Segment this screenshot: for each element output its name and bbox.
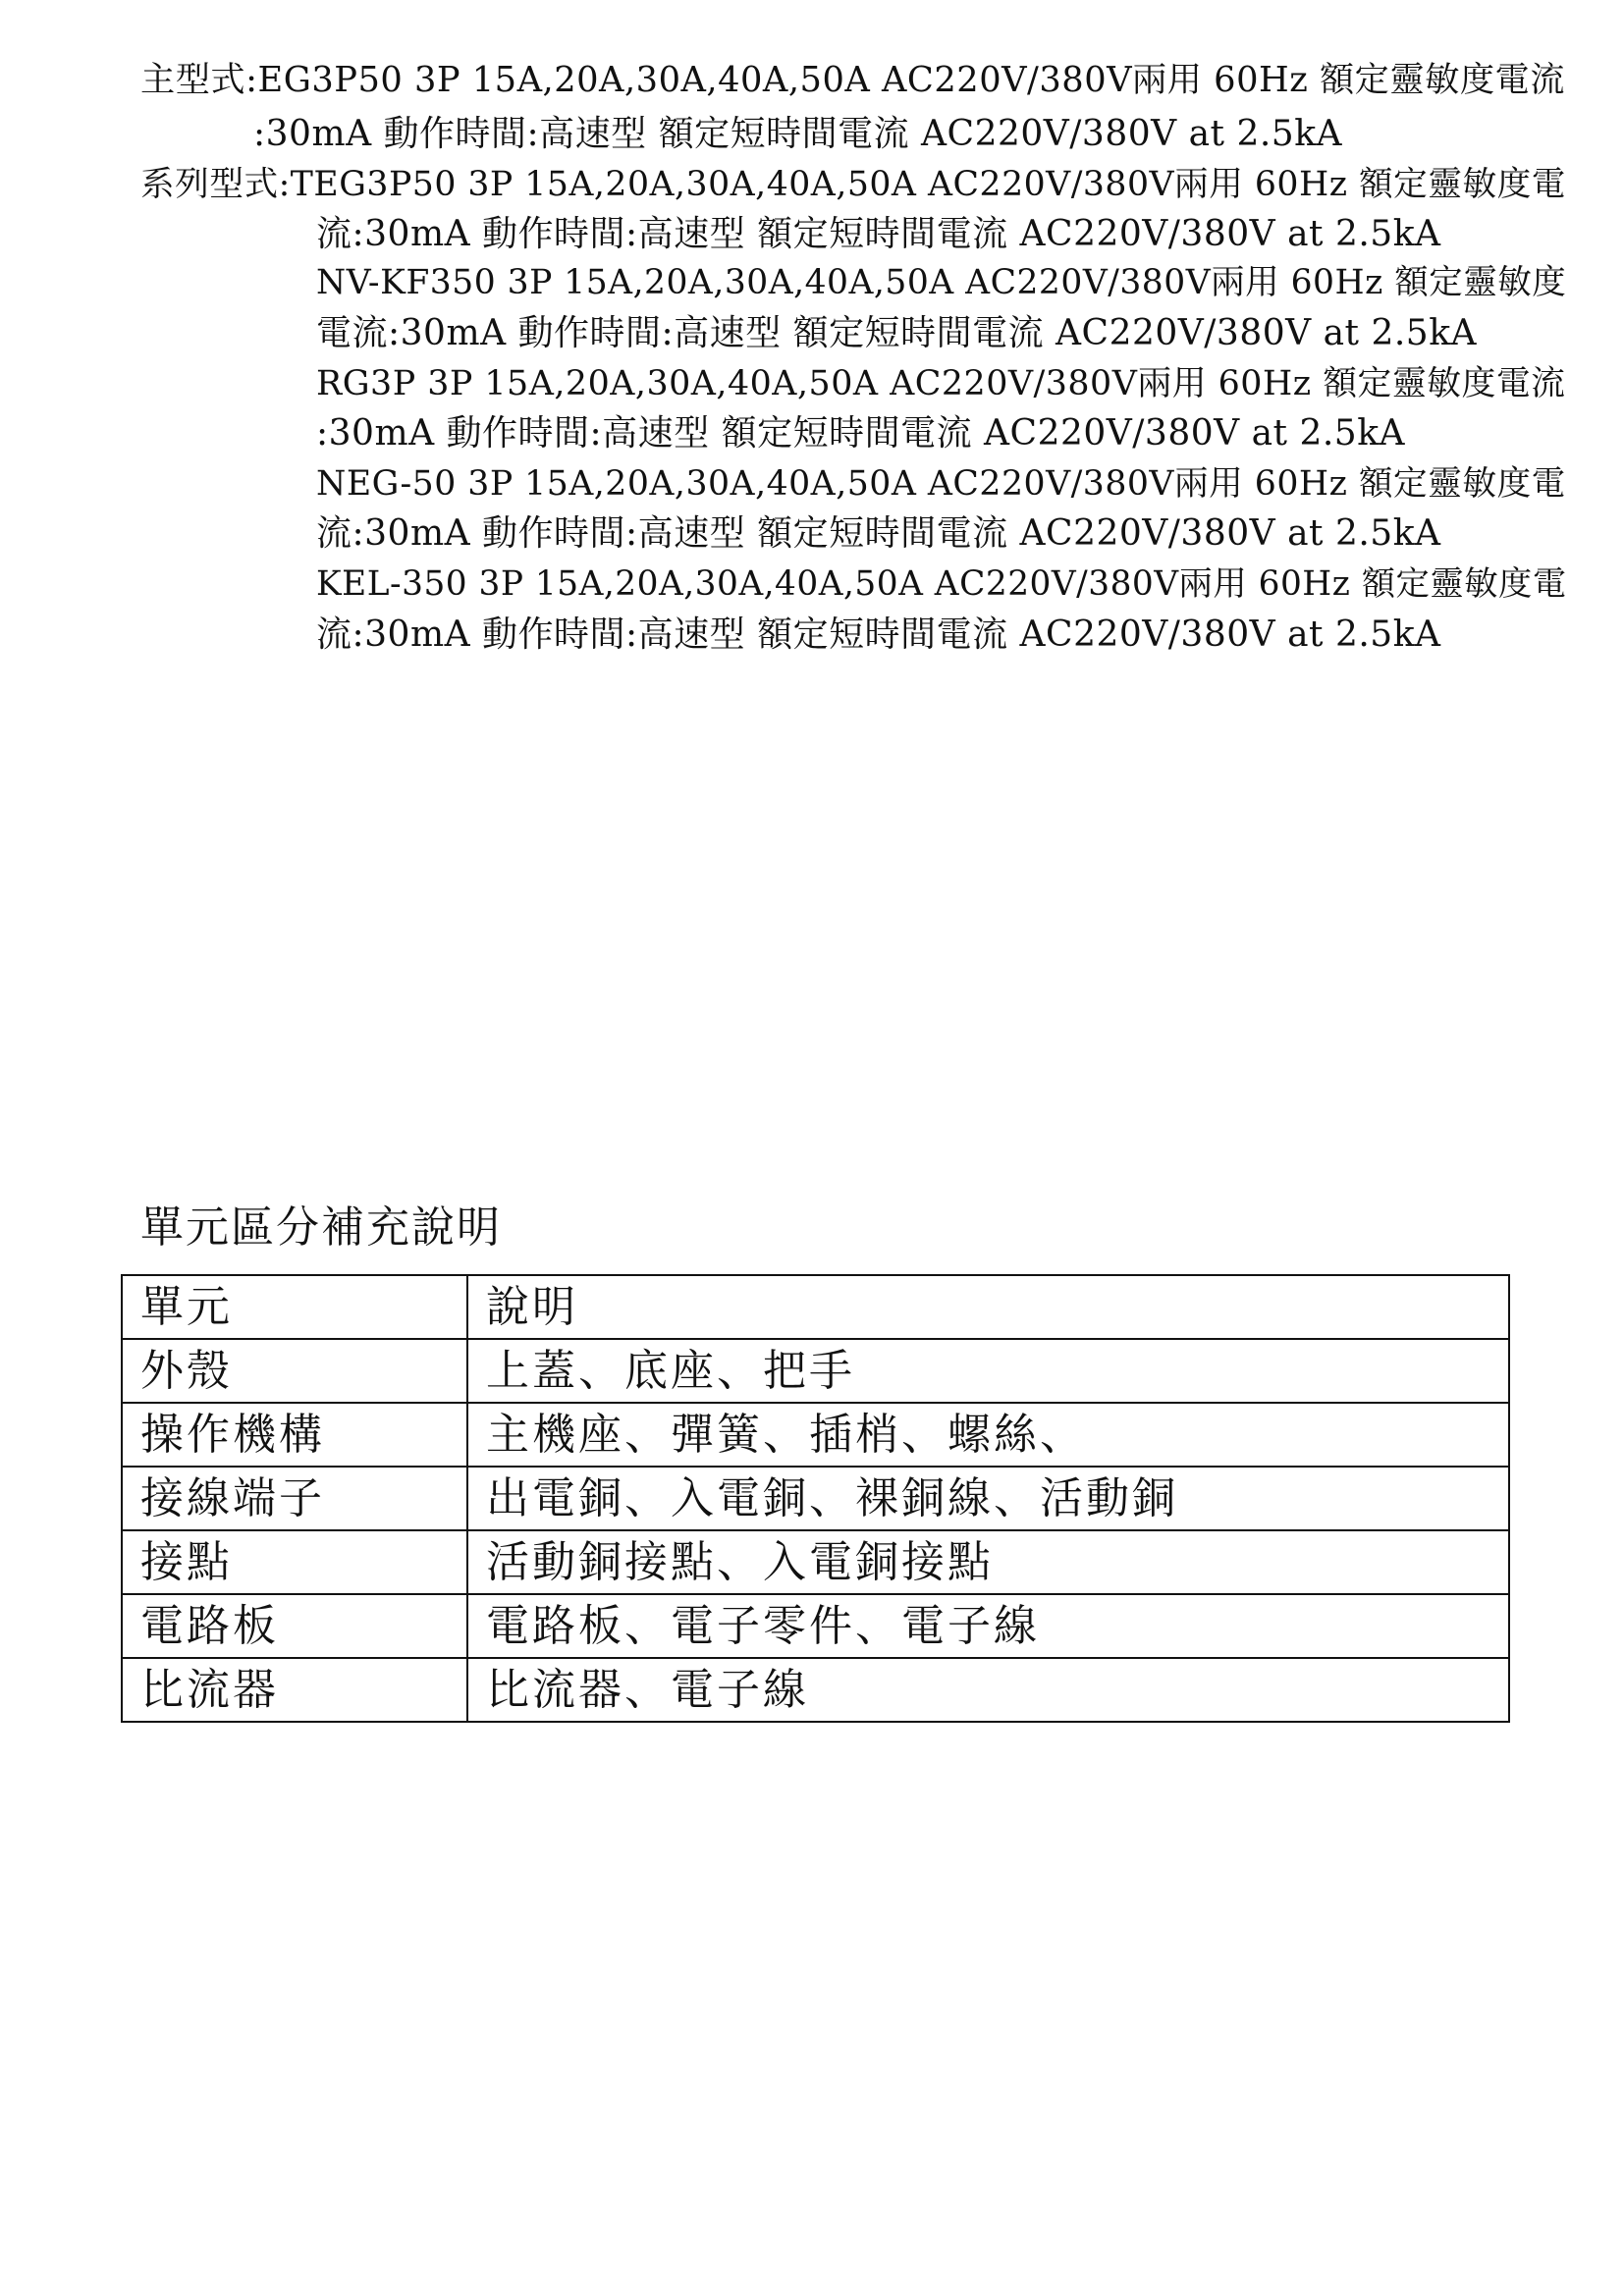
unit-cell: 操作機構 <box>122 1403 467 1467</box>
table-row <box>122 1658 1509 1722</box>
spec-line-series-neg-50: NEG-50 3P 15A,20A,30A,40A,50A AC220V/380V兩用 60Hz 額定靈敏度電 <box>316 464 1566 504</box>
spec-line-series-rg3p: RG3P 3P 15A,20A,30A,40A,50A AC220V/380V兩用 60Hz 額定靈敏度電流 <box>316 364 1566 403</box>
table-row <box>122 1339 1509 1403</box>
table-row <box>122 1530 1509 1594</box>
spec-line-series-teg3p50-cont: 流:30mA 動作時間:高速型 額定短時間電流 AC220V/380V at 2.5kA <box>316 214 1441 254</box>
description-cell: 電路板、電子零件、電子線 <box>467 1594 1509 1658</box>
unit-cell: 外殼 <box>122 1339 467 1403</box>
spec-line-series-teg3p50: 系列型式:TEG3P50 3P 15A,20A,30A,40A,50A AC220V/380V兩用 60Hz 額定靈敏度電 <box>140 165 1566 204</box>
unit-cell: 比流器 <box>122 1658 467 1722</box>
header-cell-description: 說明 <box>467 1275 1509 1339</box>
spec-line-series-nv-kf350-cont: 電流:30mA 動作時間:高速型 額定短時間電流 AC220V/380V at 2.5kA <box>316 313 1478 353</box>
table-row <box>122 1403 1509 1467</box>
units-table <box>121 1274 1510 1723</box>
header-cell-unit: 單元 <box>122 1275 467 1339</box>
description-cell: 上蓋、底座、把手 <box>467 1339 1509 1403</box>
spec-line-main-model-cont: :30mA 動作時間:高速型 額定短時間電流 AC220V/380V at 2.5kA <box>253 114 1343 154</box>
spec-line-series-kel-350: KEL-350 3P 15A,20A,30A,40A,50A AC220V/380V兩用 60Hz 額定靈敏度電 <box>316 564 1567 604</box>
table-header-row <box>122 1275 1509 1339</box>
spec-line-main-model: 主型式:EG3P50 3P 15A,20A,30A,40A,50A AC220V/380V兩用 60Hz 額定靈敏度電流 <box>140 60 1565 100</box>
description-cell: 比流器、電子線 <box>467 1658 1509 1722</box>
section-title: 單元區分補充說明 <box>140 1202 502 1253</box>
spec-line-series-kel-350-cont: 流:30mA 動作時間:高速型 額定短時間電流 AC220V/380V at 2.5kA <box>316 614 1441 655</box>
spec-line-series-neg-50-cont: 流:30mA 動作時間:高速型 額定短時間電流 AC220V/380V at 2.5kA <box>316 513 1441 554</box>
description-cell: 活動銅接點、入電銅接點 <box>467 1530 1509 1594</box>
unit-cell: 電路板 <box>122 1594 467 1658</box>
description-cell: 主機座、彈簧、插梢、螺絲、 <box>467 1403 1509 1467</box>
table-row <box>122 1594 1509 1658</box>
spec-line-series-rg3p-cont: :30mA 動作時間:高速型 額定短時間電流 AC220V/380V at 2.5kA <box>316 413 1406 454</box>
spec-line-series-nv-kf350: NV-KF350 3P 15A,20A,30A,40A,50A AC220V/380V兩用 60Hz 額定靈敏度 <box>316 263 1567 302</box>
table-row <box>122 1467 1509 1530</box>
description-cell: 出電銅、入電銅、裸銅線、活動銅 <box>467 1467 1509 1530</box>
unit-cell: 接點 <box>122 1530 467 1594</box>
unit-cell: 接線端子 <box>122 1467 467 1530</box>
